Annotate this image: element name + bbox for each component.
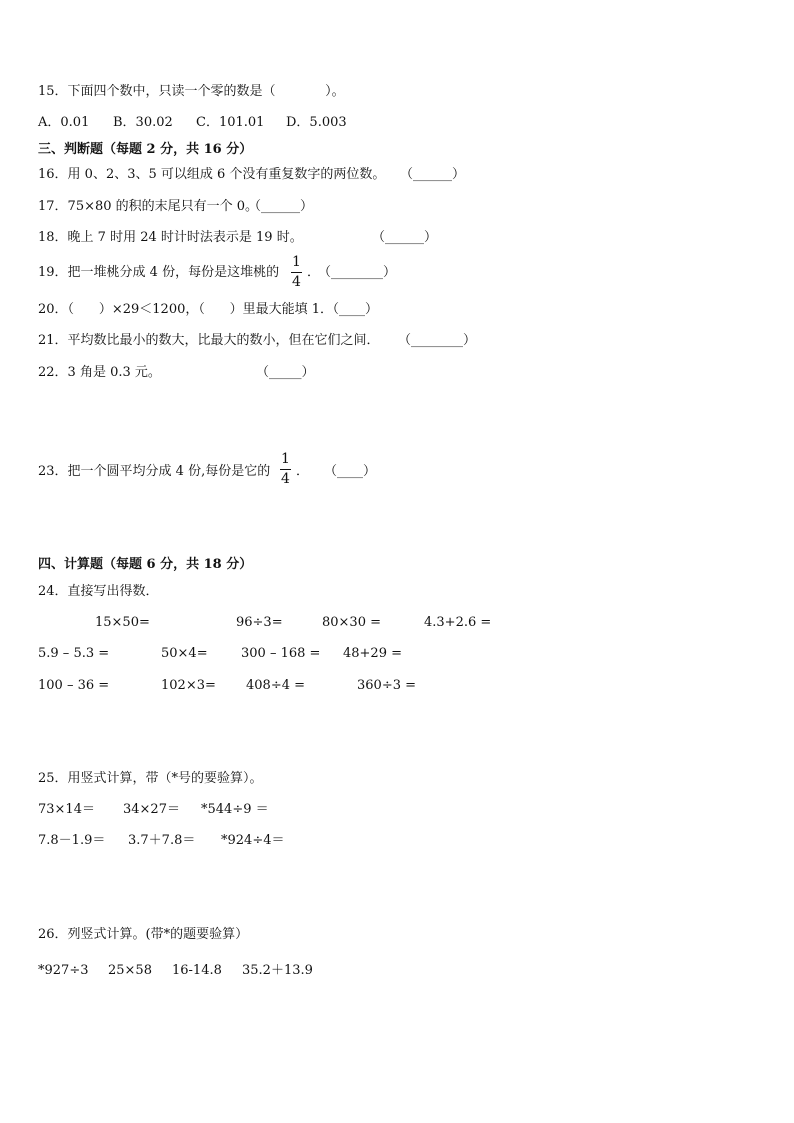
q16-text: 16．用 0、2、3、5 可以组成 6 个没有重复数字的两位数。 xyxy=(38,167,386,182)
q19-fraction-denominator: 4 xyxy=(292,274,301,290)
q23-text-after: ． xyxy=(296,464,310,479)
q25-item: 7.8－1.9＝ xyxy=(38,833,106,848)
q23-fraction-numerator: 1 xyxy=(281,451,290,467)
q20-answer-blank: （____） xyxy=(326,302,379,317)
q17-text: 17．75×80 的积的末尾只有一个 0。 xyxy=(38,199,259,214)
q24-item: 80×30 = xyxy=(322,615,382,630)
q15-option-a: A．0.01 xyxy=(38,115,90,130)
q16-answer-blank: （______） xyxy=(400,167,466,182)
q24-item: 360÷3 = xyxy=(357,678,417,693)
q23-text: 23．把一个圆平均分成 4 份,每份是它的 xyxy=(38,464,271,479)
q25-stem: 25．用竖式计算，带（*号的要验算）。 xyxy=(38,771,263,786)
q15-option-c: C．101.01 xyxy=(196,115,265,130)
q26-stem: 26．列竖式计算。(带*的题要验算） xyxy=(38,927,249,942)
q21-text: 21．平均数比最小的数大，比最大的数小，但在它们之间． xyxy=(38,333,380,348)
q21-answer-blank: （________） xyxy=(398,333,477,348)
q22-text: 22．3 角是 0.3 元。 xyxy=(38,365,161,380)
q18-text: 18．晚上 7 时用 24 时计时法表示是 19 时。 xyxy=(38,230,303,245)
q25-item: *924÷4＝ xyxy=(221,833,285,848)
q18-answer-blank: （______） xyxy=(372,230,438,245)
q15-option-b: B．30.02 xyxy=(113,115,173,130)
q24-item: 15×50= xyxy=(95,615,150,630)
q26-item: 35.2＋13.9 xyxy=(242,963,313,978)
section3-title: 三、判断题（每题 2 分，共 16 分） xyxy=(38,142,253,157)
q19-fraction-numerator: 1 xyxy=(292,254,301,270)
q23-fraction xyxy=(280,452,291,487)
q19-text: 19．把一堆桃分成 4 份，每份是这堆桃的 xyxy=(38,265,280,280)
q24-item: 96÷3= xyxy=(236,615,283,630)
q24-item: 48+29 = xyxy=(343,646,403,661)
q15-option-d: D．5.003 xyxy=(286,115,347,130)
q24-item: 408÷4 = xyxy=(246,678,306,693)
q24-item: 100 – 36 = xyxy=(38,678,110,693)
q23-fraction-denominator: 4 xyxy=(281,471,290,487)
q25-item: 73×14＝ xyxy=(38,802,95,817)
q25-item: 3.7＋7.8＝ xyxy=(128,833,196,848)
q19-fraction xyxy=(291,255,302,290)
q25-item: *544÷9 ＝ xyxy=(201,802,269,817)
q24-stem: 24．直接写出得数． xyxy=(38,584,159,599)
q26-item: *927÷3 xyxy=(38,963,89,978)
q24-item: 300 – 168 = xyxy=(241,646,321,661)
q19-text-after: ． xyxy=(307,265,321,280)
q19-answer-blank: （________） xyxy=(318,265,397,280)
q26-item: 16-14.8 xyxy=(172,963,222,978)
q25-item: 34×27＝ xyxy=(123,802,180,817)
fraction-bar xyxy=(280,469,291,470)
fraction-bar xyxy=(291,272,302,273)
q24-item: 50×4= xyxy=(161,646,208,661)
q15-stem: 15．下面四个数中，只读一个零的数是（ ）。 xyxy=(38,84,345,99)
q22-answer-blank: （_____） xyxy=(256,365,315,380)
q23-answer-blank: （____） xyxy=(324,464,377,479)
q24-item: 102×3= xyxy=(161,678,216,693)
q26-item: 25×58 xyxy=(108,963,152,978)
q24-item: 5.9 – 5.3 = xyxy=(38,646,110,661)
q20-text: 20．（ ）×29＜1200，（ ）里最大能填 1． xyxy=(38,302,334,317)
q24-item: 4.3+2.6 = xyxy=(424,615,492,630)
section4-title: 四、计算题（每题 6 分，共 18 分） xyxy=(38,557,253,572)
q17-answer-blank: （______） xyxy=(248,199,314,214)
